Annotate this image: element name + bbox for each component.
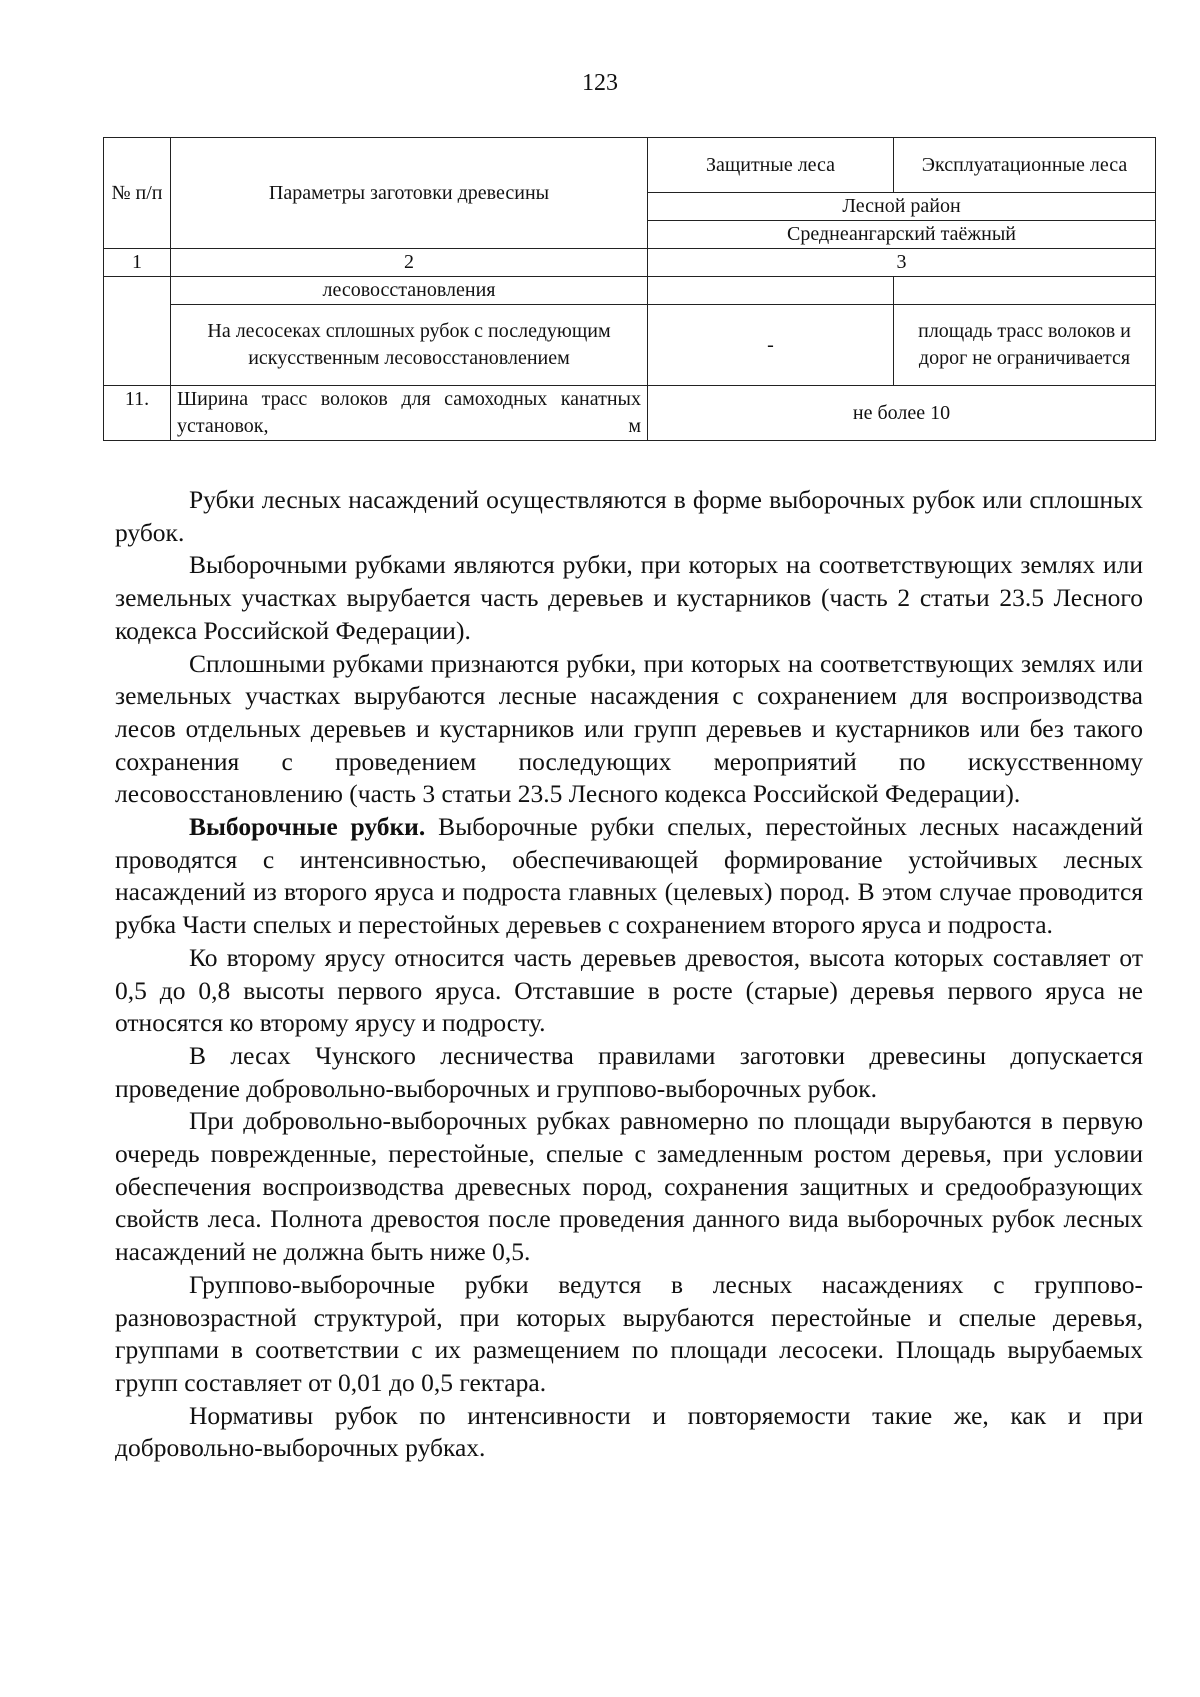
row-exploitation: площадь трасс волоков и дорог не ограничивается <box>894 305 1156 386</box>
page-number: 123 <box>582 70 618 96</box>
paragraph: Выборочными рубками являются рубки, при которых на соответствующих землях или земельных участках вырубается часть деревьев и кустарников (часть 2 статьи 23.5 Лесного кодекса Российской Федерации). <box>115 550 1143 645</box>
header-forest-district: Среднеангарский таёжный <box>648 221 1156 249</box>
paragraph: Ко второму ярусу относится часть деревьев древостоя, высота которых составляет от 0,5 до 0,8 высоты первого яруса. Отставшие в росте (старые) деревья первого яруса не относятся ко второму ярусу и подросту. <box>115 942 1143 1038</box>
paragraph-heading: Выборочные рубки. <box>189 812 426 842</box>
header-param: Параметры заготовки древесины <box>171 138 648 249</box>
row-exploitation <box>894 277 1156 305</box>
row-param: лесовосстановления <box>171 277 648 305</box>
paragraph: Сплошными рубками признаются рубки, при которых на соответствующих землях или земельных участках вырубаются лесные насаждения с сохранением для воспроизводства лесов отдельных деревьев и кустарников или групп деревьев и кустарников или без такого сохранения с проведением последующих мероприятий по искусственному лесовосстановлению (часть 3 статьи 23.5 Лесного кодекса Российской Федерации). <box>115 648 1143 809</box>
col-number-3: 3 <box>648 249 1156 277</box>
row-protective <box>648 277 894 305</box>
row-value: не более 10 <box>648 386 1156 441</box>
col-number-1: 1 <box>104 249 171 277</box>
row-param: Ширина трасс волоков для самоходных канатных установок, м <box>171 386 648 441</box>
row-protective: - <box>648 305 894 386</box>
col-number-2: 2 <box>171 249 648 277</box>
row-num: 11. <box>104 386 171 441</box>
paragraph: Нормативы рубок по интенсивности и повторяемости такие же, как и при добровольно-выборочных рубках. <box>115 1400 1143 1463</box>
row-num <box>104 277 171 386</box>
forest-parameters-table <box>103 137 1156 441</box>
header-forest-district-label: Лесной район <box>648 193 1156 221</box>
header-exploitation: Эксплуатационные леса <box>894 138 1156 193</box>
paragraph: В лесах Чунского лесничества правилами заготовки древесины допускается проведение добровольно-выборочных и группово-выборочных рубок. <box>115 1040 1143 1103</box>
body-text <box>115 484 1143 1465</box>
row-param: На лесосеках сплошных рубок с последующим искусственным лесовосстановлением <box>171 305 648 386</box>
paragraph: Выборочные рубки. Выборочные рубки спелых, перестойных лесных насаждений проводятся с интенсивностью, обеспечивающей формирование устойчивых лесных насаждений из второго яруса и подроста главных (целевых) пород. В этом случае проводится рубка Части спелых и перестойных деревьев с сохранением второго яруса и подроста. <box>115 812 1143 940</box>
paragraph: Группово-выборочные рубки ведутся в лесных насаждениях с группово-разновозрастной структурой, при которых вырубаются перестойные и спелые деревья, группами в соответствии с их размещением по площади лесосеки. Площадь вырубаемых групп составляет от 0,01 до 0,5 гектара. <box>115 1269 1143 1397</box>
paragraph: Рубки лесных насаждений осуществляются в форме выборочных рубок или сплошных рубок. <box>115 485 1143 547</box>
header-num: № п/п <box>104 138 171 249</box>
paragraph: При добровольно-выборочных рубках равномерно по площади вырубаются в первую очередь поврежденные, перестойные, спелые с замедленным ростом деревья, при условии обеспечения воспроизводства древесных пород, сохранения защитных и средообразующих свойств леса. Полнота древостоя после проведения данного вида выборочных рубок лесных насаждений не должна быть ниже 0,5. <box>115 1106 1143 1267</box>
header-protective: Защитные леса <box>648 138 894 193</box>
